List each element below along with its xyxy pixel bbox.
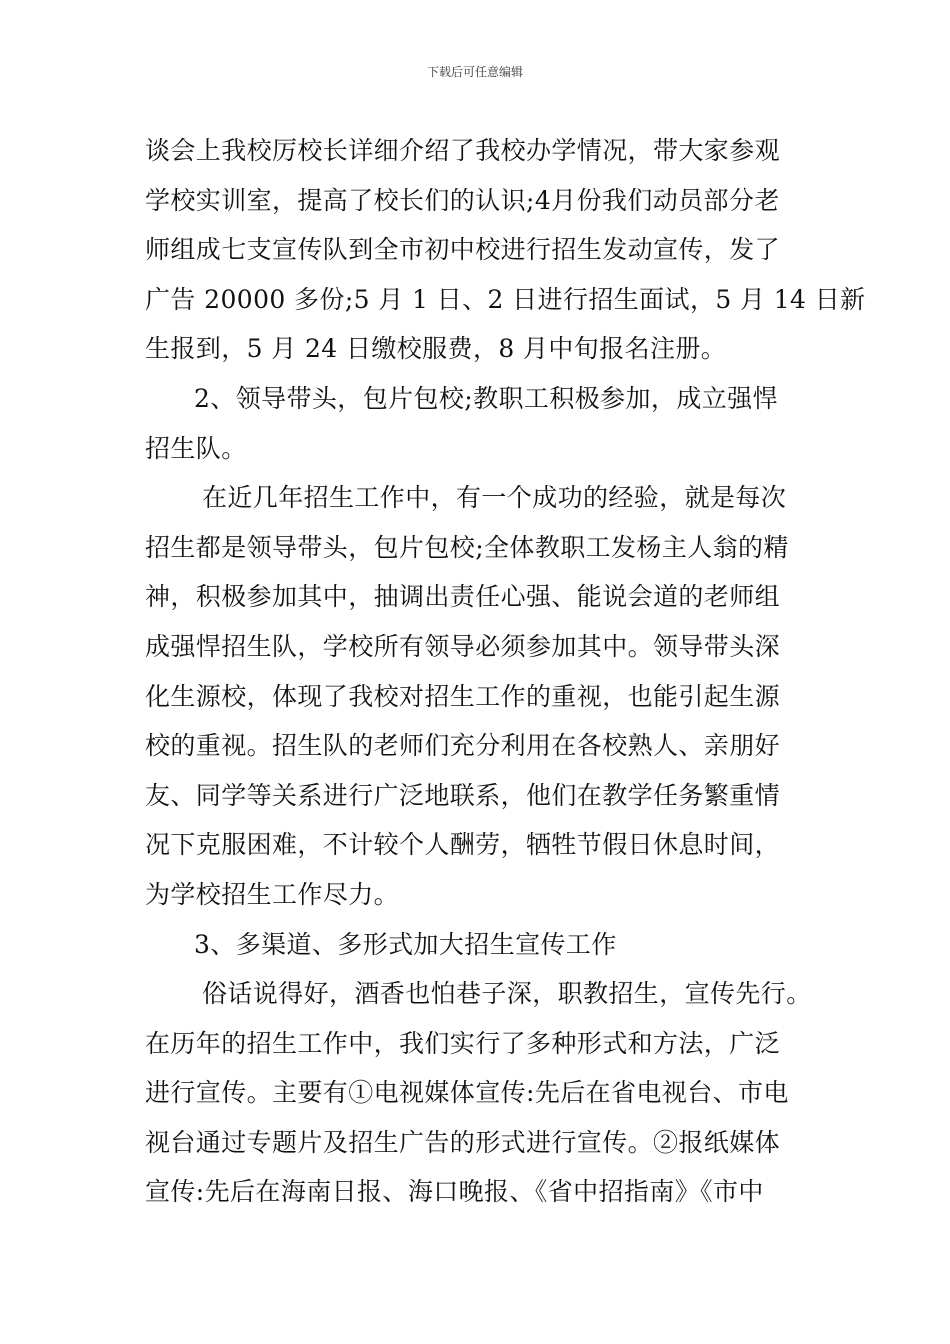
document-body (145, 126, 866, 1217)
body-line: 视台通过专题片及招生广告的形式进行宣传。②报纸媒体 (145, 1127, 781, 1157)
body-line: 招生都是领导带头，包片包校;全体教职工发杨主人翁的精 (145, 532, 789, 562)
paragraph-start: 俗话说得好，酒香也怕巷子深，职教招生，宣传先行。 (202, 979, 812, 1009)
body-line: 学校实训室，提高了校长们的认识;4月份我们动员部分老 (145, 185, 780, 215)
body-line: 广告 20000 多份;5 月 1 日、2 日进行招生面试，5 月 14 日新 (145, 284, 866, 314)
body-line: 友、同学等关系进行广泛地联系，他们在教学任务繁重情 (145, 780, 781, 810)
body-line: 况下克服困难，不计较个人酬劳，牺牲节假日休息时间， (145, 830, 781, 860)
body-line: 神，积极参加其中，抽调出责任心强、能说会道的老师组 (145, 582, 781, 612)
body-line: 进行宣传。主要有①电视媒体宣传:先后在省电视台、市电 (145, 1078, 789, 1108)
body-line: 化生源校，体现了我校对招生工作的重视，也能引起生源 (145, 681, 781, 711)
body-line: 生报到，5 月 24 日缴校服费，8 月中旬报名注册。 (145, 334, 727, 364)
body-line: 宣传:先后在海南日报、海口晚报、《省中招指南》《市中 (145, 1177, 764, 1207)
body-line: 校的重视。招生队的老师们充分利用在各校熟人、亲朋好 (145, 731, 781, 761)
body-line: 谈会上我校厉校长详细介绍了我校办学情况，带大家参观 (145, 136, 781, 165)
body-line: 招生队。 (145, 433, 247, 463)
page-header: 下载后可任意编辑 (426, 65, 523, 79)
section-heading: 2、领导带头，包片包校;教职工积极参加，成立强悍 (194, 383, 778, 413)
body-line: 成强悍招生队，学校所有领导必须参加其中。领导带头深 (145, 631, 781, 661)
section-heading: 3、多渠道、多形式加大招生宣传工作 (194, 929, 617, 959)
body-line: 为学校招生工作尽力。 (145, 879, 400, 909)
paragraph-start: 在近几年招生工作中，有一个成功的经验，就是每次 (202, 483, 787, 513)
body-line: 师组成七支宣传队到全市初中校进行招生发动宣传，发了 (145, 235, 781, 265)
body-line: 在历年的招生工作中，我们实行了多种形式和方法，广泛 (145, 1028, 781, 1058)
